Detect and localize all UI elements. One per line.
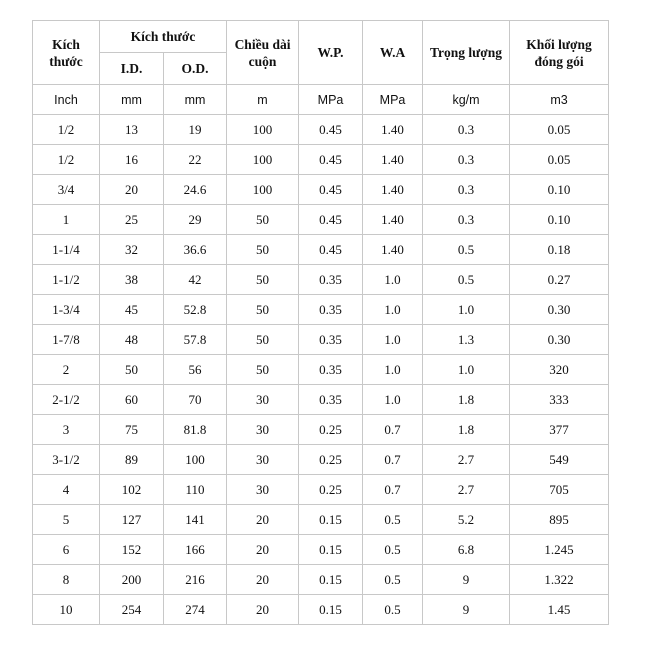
table-cell: 1 xyxy=(33,205,100,235)
table-cell: 20 xyxy=(227,535,299,565)
table-cell: 0.5 xyxy=(423,265,510,295)
table-cell: 50 xyxy=(227,235,299,265)
table-cell: 0.5 xyxy=(423,235,510,265)
header-od-label: O.D. xyxy=(181,61,209,76)
table-cell: 25 xyxy=(100,205,164,235)
table-cell: 50 xyxy=(227,355,299,385)
unit-cell: kg/m xyxy=(423,85,510,115)
table-cell: 3/4 xyxy=(33,175,100,205)
header-weight-label: Trọng lượng xyxy=(430,45,502,60)
table-cell: 1.40 xyxy=(363,235,423,265)
table-cell: 0.3 xyxy=(423,145,510,175)
table-cell: 0.18 xyxy=(510,235,609,265)
header-coil-length xyxy=(227,21,299,85)
table-cell: 0.5 xyxy=(363,535,423,565)
table-cell: 1.245 xyxy=(510,535,609,565)
table-cell: 100 xyxy=(227,175,299,205)
table-cell: 152 xyxy=(100,535,164,565)
table-cell: 0.45 xyxy=(299,205,363,235)
table-row xyxy=(33,325,609,355)
table-cell: 254 xyxy=(100,595,164,625)
table-cell: 1/2 xyxy=(33,115,100,145)
table-row xyxy=(33,235,609,265)
table-cell: 141 xyxy=(164,505,227,535)
table-cell: 0.10 xyxy=(510,175,609,205)
table-cell: 1/2 xyxy=(33,145,100,175)
table-cell: 5.2 xyxy=(423,505,510,535)
table-cell: 0.3 xyxy=(423,115,510,145)
table-cell: 36.6 xyxy=(164,235,227,265)
table-cell: 13 xyxy=(100,115,164,145)
table-cell: 1.0 xyxy=(363,295,423,325)
table-cell: 0.15 xyxy=(299,565,363,595)
table-cell: 8 xyxy=(33,565,100,595)
unit-cell: m xyxy=(227,85,299,115)
table-cell: 30 xyxy=(227,475,299,505)
table-cell: 0.27 xyxy=(510,265,609,295)
table-cell: 1-1/4 xyxy=(33,235,100,265)
table-cell: 0.7 xyxy=(363,415,423,445)
table-cell: 42 xyxy=(164,265,227,295)
table-cell: 1.40 xyxy=(363,115,423,145)
table-cell: 377 xyxy=(510,415,609,445)
header-wa xyxy=(363,21,423,85)
table-cell: 0.30 xyxy=(510,325,609,355)
table-cell: 1.8 xyxy=(423,385,510,415)
table-cell: 200 xyxy=(100,565,164,595)
table-row xyxy=(33,505,609,535)
unit-cell: m3 xyxy=(510,85,609,115)
table-cell: 0.10 xyxy=(510,205,609,235)
table-cell: 549 xyxy=(510,445,609,475)
header-coil-length-label: Chiều dài cuộn xyxy=(234,36,291,69)
table-cell: 5 xyxy=(33,505,100,535)
table-cell: 1.0 xyxy=(363,355,423,385)
unit-cell: mm xyxy=(100,85,164,115)
table-cell: 6 xyxy=(33,535,100,565)
table-cell: 75 xyxy=(100,415,164,445)
table-cell: 0.35 xyxy=(299,295,363,325)
table-cell: 0.05 xyxy=(510,145,609,175)
table-cell: 0.45 xyxy=(299,115,363,145)
table-cell: 0.5 xyxy=(363,595,423,625)
table-row xyxy=(33,205,609,235)
table-cell: 20 xyxy=(227,505,299,535)
table-row xyxy=(33,595,609,625)
table-cell: 1.322 xyxy=(510,565,609,595)
table-cell: 50 xyxy=(227,205,299,235)
table-cell: 0.30 xyxy=(510,295,609,325)
units-row xyxy=(33,85,609,115)
table-cell: 45 xyxy=(100,295,164,325)
table-cell: 4 xyxy=(33,475,100,505)
table-cell: 2.7 xyxy=(423,445,510,475)
table-cell: 0.45 xyxy=(299,235,363,265)
table-cell: 29 xyxy=(164,205,227,235)
table-row xyxy=(33,535,609,565)
table-cell: 60 xyxy=(100,385,164,415)
header-packing-volume xyxy=(510,21,609,85)
table-cell: 1.0 xyxy=(423,355,510,385)
table-cell: 0.35 xyxy=(299,355,363,385)
table-cell: 24.6 xyxy=(164,175,227,205)
table-row xyxy=(33,265,609,295)
table-cell: 16 xyxy=(100,145,164,175)
header-row-1 xyxy=(33,21,609,53)
table-cell: 127 xyxy=(100,505,164,535)
table-cell: 20 xyxy=(100,175,164,205)
table-cell: 0.35 xyxy=(299,385,363,415)
table-row xyxy=(33,175,609,205)
header-id-label: I.D. xyxy=(120,61,143,76)
header-dimensions xyxy=(100,21,227,53)
table-cell: 2-1/2 xyxy=(33,385,100,415)
table-cell: 1.0 xyxy=(363,325,423,355)
table-cell: 0.3 xyxy=(423,175,510,205)
table-cell: 274 xyxy=(164,595,227,625)
header-wp-label: W.P. xyxy=(317,45,344,60)
table-cell: 50 xyxy=(227,295,299,325)
table-row xyxy=(33,115,609,145)
table-cell: 1-1/2 xyxy=(33,265,100,295)
table-cell: 895 xyxy=(510,505,609,535)
table-cell: 52.8 xyxy=(164,295,227,325)
table-cell: 50 xyxy=(100,355,164,385)
table-cell: 102 xyxy=(100,475,164,505)
table-cell: 0.15 xyxy=(299,595,363,625)
table-cell: 3-1/2 xyxy=(33,445,100,475)
table-cell: 70 xyxy=(164,385,227,415)
table-cell: 216 xyxy=(164,565,227,595)
table-cell: 1.0 xyxy=(423,295,510,325)
table-cell: 166 xyxy=(164,535,227,565)
unit-cell: Inch xyxy=(33,85,100,115)
table-cell: 56 xyxy=(164,355,227,385)
header-dimensions-label: Kích thước xyxy=(130,29,196,44)
table-cell: 0.35 xyxy=(299,325,363,355)
table-body xyxy=(33,85,609,625)
table-cell: 100 xyxy=(227,115,299,145)
table-cell: 20 xyxy=(227,565,299,595)
table-row xyxy=(33,475,609,505)
hose-spec-table xyxy=(32,20,609,625)
table-cell: 0.7 xyxy=(363,475,423,505)
table-row xyxy=(33,295,609,325)
table-cell: 1-7/8 xyxy=(33,325,100,355)
table-cell: 0.5 xyxy=(363,505,423,535)
table-row xyxy=(33,145,609,175)
table-row xyxy=(33,445,609,475)
table-cell: 0.35 xyxy=(299,265,363,295)
header-wa-label: W.A xyxy=(379,45,406,60)
table-cell: 38 xyxy=(100,265,164,295)
table-cell: 50 xyxy=(227,325,299,355)
table-cell: 2.7 xyxy=(423,475,510,505)
header-od xyxy=(164,53,227,85)
table-cell: 0.7 xyxy=(363,445,423,475)
table-cell: 1.40 xyxy=(363,175,423,205)
table-cell: 100 xyxy=(164,445,227,475)
table-cell: 57.8 xyxy=(164,325,227,355)
table-cell: 30 xyxy=(227,385,299,415)
table-row xyxy=(33,355,609,385)
table-cell: 1.3 xyxy=(423,325,510,355)
unit-cell: MPa xyxy=(363,85,423,115)
table-cell: 32 xyxy=(100,235,164,265)
table-cell: 0.5 xyxy=(363,565,423,595)
table-row xyxy=(33,565,609,595)
table-cell: 0.3 xyxy=(423,205,510,235)
table-cell: 0.25 xyxy=(299,445,363,475)
header-size xyxy=(33,21,100,85)
table-cell: 2 xyxy=(33,355,100,385)
table-cell: 100 xyxy=(227,145,299,175)
table-cell: 0.15 xyxy=(299,535,363,565)
header-wp xyxy=(299,21,363,85)
table-cell: 9 xyxy=(423,565,510,595)
table-cell: 705 xyxy=(510,475,609,505)
header-id xyxy=(100,53,164,85)
table-cell: 1.40 xyxy=(363,145,423,175)
table-cell: 0.25 xyxy=(299,475,363,505)
table-cell: 0.15 xyxy=(299,505,363,535)
table-cell: 320 xyxy=(510,355,609,385)
table-cell: 81.8 xyxy=(164,415,227,445)
header-packing-volume-label: Khối lượng đóng gói xyxy=(526,36,592,69)
table-cell: 0.45 xyxy=(299,175,363,205)
table-cell: 6.8 xyxy=(423,535,510,565)
table-cell: 10 xyxy=(33,595,100,625)
table-cell: 20 xyxy=(227,595,299,625)
unit-cell: MPa xyxy=(299,85,363,115)
table-cell: 1-3/4 xyxy=(33,295,100,325)
table-cell: 1.0 xyxy=(363,385,423,415)
table-cell: 22 xyxy=(164,145,227,175)
table-cell: 50 xyxy=(227,265,299,295)
table-cell: 1.0 xyxy=(363,265,423,295)
table-cell: 3 xyxy=(33,415,100,445)
table-cell: 333 xyxy=(510,385,609,415)
table-cell: 1.40 xyxy=(363,205,423,235)
table-row xyxy=(33,385,609,415)
table-cell: 110 xyxy=(164,475,227,505)
table-cell: 0.25 xyxy=(299,415,363,445)
table-cell: 0.05 xyxy=(510,115,609,145)
header-size-label: Kích thước xyxy=(49,36,83,69)
table-cell: 0.45 xyxy=(299,145,363,175)
table-cell: 30 xyxy=(227,445,299,475)
header-weight xyxy=(423,21,510,85)
unit-cell: mm xyxy=(164,85,227,115)
table-cell: 9 xyxy=(423,595,510,625)
table-cell: 1.45 xyxy=(510,595,609,625)
table-cell: 30 xyxy=(227,415,299,445)
table-cell: 19 xyxy=(164,115,227,145)
table-cell: 1.8 xyxy=(423,415,510,445)
table-cell: 89 xyxy=(100,445,164,475)
table-cell: 48 xyxy=(100,325,164,355)
table-row xyxy=(33,415,609,445)
